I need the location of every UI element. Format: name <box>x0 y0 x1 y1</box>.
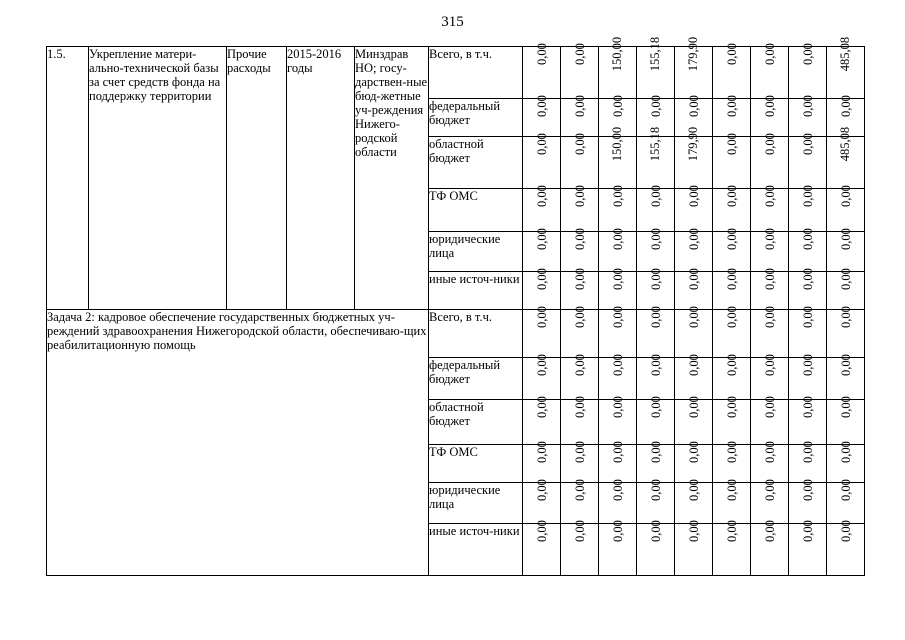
value-text: 0,00 <box>838 228 853 250</box>
value-cell <box>713 43 751 99</box>
value-cell <box>713 520 751 576</box>
value-cell <box>561 185 599 232</box>
value-text: 0,00 <box>838 441 853 463</box>
value-cell <box>523 306 561 358</box>
value-cell <box>713 396 751 445</box>
value-text: 0,00 <box>572 479 587 501</box>
value-text: 0,00 <box>686 185 701 207</box>
value-cell <box>751 520 789 576</box>
value-cell <box>523 228 561 272</box>
value-cell <box>599 396 637 445</box>
value-cell <box>751 354 789 400</box>
value-text: 0,00 <box>648 479 663 501</box>
value-cell <box>561 43 599 99</box>
value-cell <box>637 268 675 310</box>
value-cell <box>599 441 637 483</box>
value-text: 0,00 <box>800 228 815 250</box>
value-text: 0,00 <box>572 133 587 155</box>
funding-source: Всего, в т.ч. <box>429 47 523 99</box>
value-cell <box>561 95 599 137</box>
value-cell <box>751 185 789 232</box>
value-text: 0,00 <box>724 520 739 542</box>
value-cell <box>599 36 637 99</box>
value-cell <box>523 133 561 189</box>
value-text: 0,00 <box>838 479 853 501</box>
value-text: 0,00 <box>686 396 701 418</box>
value-text: 0,00 <box>534 133 549 155</box>
value-text: 0,00 <box>534 396 549 418</box>
value-text: 0,00 <box>800 268 815 290</box>
value-text: 0,00 <box>762 133 777 155</box>
value-text: 0,00 <box>762 43 777 65</box>
value-cell <box>713 133 751 189</box>
funding-table <box>46 36 865 576</box>
value-cell <box>713 306 751 358</box>
value-cell <box>827 396 865 445</box>
value-cell <box>637 228 675 272</box>
value-cell <box>523 185 561 232</box>
table-row <box>47 47 865 99</box>
value-text: 0,00 <box>724 95 739 117</box>
value-text: 0,00 <box>724 185 739 207</box>
value-text: 0,00 <box>648 520 663 542</box>
value-cell <box>675 36 713 99</box>
value-text: 0,00 <box>724 396 739 418</box>
value-cell <box>827 185 865 232</box>
value-cell <box>637 185 675 232</box>
value-cell <box>789 43 827 99</box>
value-cell <box>599 520 637 576</box>
value-text: 0,00 <box>534 43 549 65</box>
value-cell <box>713 268 751 310</box>
value-text: 0,00 <box>838 268 853 290</box>
value-text: 0,00 <box>534 479 549 501</box>
value-cell <box>789 354 827 400</box>
value-cell <box>789 441 827 483</box>
value-cell <box>827 268 865 310</box>
value-text: 0,00 <box>610 185 625 207</box>
value-text: 0,00 <box>534 228 549 250</box>
value-cell <box>675 520 713 576</box>
funding-source: областной бюджет <box>429 137 523 189</box>
value-text: 0,00 <box>724 133 739 155</box>
value-text: 0,00 <box>686 520 701 542</box>
value-cell <box>523 43 561 99</box>
value-cell <box>561 268 599 310</box>
value-cell <box>599 479 637 524</box>
value-cell <box>713 441 751 483</box>
value-text: 0,00 <box>648 185 663 207</box>
value-text: 0,00 <box>762 396 777 418</box>
value-cell <box>637 479 675 524</box>
measure-number: 1.5. <box>47 47 89 310</box>
value-text: 0,00 <box>648 95 663 117</box>
value-cell <box>599 268 637 310</box>
funding-source: ТФ ОМС <box>429 445 523 483</box>
task-title: Задача 2: кадровое обеспечение государственных бюджетных уч-реждений здравоохранения Нижегородской области, обеспечиваю-щих реабилитационную помощь <box>47 310 429 576</box>
value-text: 0,00 <box>838 354 853 376</box>
value-text: 0,00 <box>762 185 777 207</box>
value-text: 485,08 <box>838 126 853 162</box>
value-cell <box>827 354 865 400</box>
value-cell <box>675 126 713 189</box>
value-cell <box>637 354 675 400</box>
value-cell <box>827 520 865 576</box>
value-text: 0,00 <box>724 228 739 250</box>
value-text: 0,00 <box>800 354 815 376</box>
value-text: 0,00 <box>762 95 777 117</box>
value-cell <box>561 306 599 358</box>
value-text: 150,00 <box>610 36 625 72</box>
value-text: 179,90 <box>686 36 701 72</box>
value-text: 0,00 <box>610 396 625 418</box>
value-cell <box>827 441 865 483</box>
funding-source: юридические лица <box>429 232 523 272</box>
value-cell <box>751 133 789 189</box>
value-text: 0,00 <box>534 185 549 207</box>
page-number: 315 <box>441 14 464 30</box>
value-text: 0,00 <box>724 306 739 328</box>
value-text: 0,00 <box>800 306 815 328</box>
funding-source: Всего, в т.ч. <box>429 310 523 358</box>
value-text: 0,00 <box>800 479 815 501</box>
value-cell <box>675 268 713 310</box>
value-cell <box>637 36 675 99</box>
value-cell <box>523 268 561 310</box>
value-text: 0,00 <box>800 520 815 542</box>
value-text: 0,00 <box>686 306 701 328</box>
value-text: 155,18 <box>648 126 663 162</box>
value-text: 0,00 <box>800 396 815 418</box>
funding-source: областной бюджет <box>429 400 523 445</box>
value-text: 0,00 <box>572 228 587 250</box>
value-cell <box>675 479 713 524</box>
value-cell <box>827 228 865 272</box>
value-cell <box>751 479 789 524</box>
value-cell <box>599 354 637 400</box>
value-text: 0,00 <box>838 396 853 418</box>
value-text: 0,00 <box>572 43 587 65</box>
value-cell <box>675 306 713 358</box>
value-cell <box>523 396 561 445</box>
funding-source: федеральный бюджет <box>429 99 523 137</box>
value-cell <box>637 126 675 189</box>
value-cell <box>751 268 789 310</box>
value-cell <box>827 36 865 99</box>
value-text: 0,00 <box>572 268 587 290</box>
value-cell <box>789 268 827 310</box>
value-text: 0,00 <box>724 441 739 463</box>
value-cell <box>713 479 751 524</box>
value-text: 150,00 <box>610 126 625 162</box>
value-cell <box>561 441 599 483</box>
value-cell <box>751 396 789 445</box>
value-text: 0,00 <box>572 185 587 207</box>
value-cell <box>637 441 675 483</box>
value-cell <box>827 306 865 358</box>
value-text: 0,00 <box>610 306 625 328</box>
value-text: 0,00 <box>534 95 549 117</box>
value-text: 0,00 <box>724 43 739 65</box>
value-cell <box>827 479 865 524</box>
value-text: 0,00 <box>534 441 549 463</box>
value-cell <box>523 520 561 576</box>
value-text: 0,00 <box>610 479 625 501</box>
value-cell <box>675 228 713 272</box>
funding-source: ТФ ОМС <box>429 189 523 232</box>
value-text: 0,00 <box>610 228 625 250</box>
value-cell <box>789 95 827 137</box>
value-cell <box>523 354 561 400</box>
value-text: 0,00 <box>800 95 815 117</box>
value-cell <box>637 306 675 358</box>
value-text: 0,00 <box>572 354 587 376</box>
funding-source: иные источ-ники <box>429 524 523 576</box>
value-text: 0,00 <box>762 479 777 501</box>
expense-type: Прочие расходы <box>227 47 287 310</box>
value-text: 0,00 <box>838 520 853 542</box>
value-cell <box>713 185 751 232</box>
value-cell <box>789 185 827 232</box>
value-text: 0,00 <box>648 354 663 376</box>
value-text: 0,00 <box>686 268 701 290</box>
value-cell <box>561 520 599 576</box>
value-cell <box>789 306 827 358</box>
value-text: 0,00 <box>724 268 739 290</box>
value-text: 0,00 <box>686 228 701 250</box>
value-cell <box>561 133 599 189</box>
value-text: 0,00 <box>800 441 815 463</box>
value-text: 0,00 <box>610 520 625 542</box>
value-text: 0,00 <box>572 520 587 542</box>
value-cell <box>675 441 713 483</box>
value-text: 0,00 <box>610 268 625 290</box>
value-cell <box>751 228 789 272</box>
value-cell <box>675 354 713 400</box>
value-text: 0,00 <box>572 95 587 117</box>
value-cell <box>599 306 637 358</box>
value-text: 485,08 <box>838 36 853 72</box>
value-text: 0,00 <box>648 441 663 463</box>
value-cell <box>599 126 637 189</box>
value-cell <box>751 306 789 358</box>
value-text: 0,00 <box>534 306 549 328</box>
value-text: 0,00 <box>534 520 549 542</box>
value-text: 155,18 <box>648 36 663 72</box>
table-row <box>47 310 865 358</box>
value-cell <box>789 479 827 524</box>
measure-executor: Минздрав НО; госу-дарствен-ные бюд-жетные уч-реждения Нижего-родской области <box>355 47 429 310</box>
funding-source: юридические лица <box>429 483 523 524</box>
value-text: 0,00 <box>572 441 587 463</box>
value-cell <box>523 479 561 524</box>
value-text: 0,00 <box>610 354 625 376</box>
value-cell <box>637 520 675 576</box>
value-cell <box>751 95 789 137</box>
value-text: 0,00 <box>686 95 701 117</box>
funding-source: федеральный бюджет <box>429 358 523 400</box>
value-cell <box>789 396 827 445</box>
value-text: 179,90 <box>686 126 701 162</box>
value-text: 0,00 <box>648 268 663 290</box>
value-cell <box>713 228 751 272</box>
value-cell <box>599 228 637 272</box>
value-cell <box>561 228 599 272</box>
value-text: 0,00 <box>762 354 777 376</box>
value-cell <box>713 95 751 137</box>
funding-source: иные источ-ники <box>429 272 523 310</box>
value-text: 0,00 <box>610 441 625 463</box>
value-text: 0,00 <box>572 306 587 328</box>
value-text: 0,00 <box>800 185 815 207</box>
value-text: 0,00 <box>838 95 853 117</box>
measure-period: 2015-2016 годы <box>287 47 355 310</box>
value-text: 0,00 <box>686 479 701 501</box>
value-text: 0,00 <box>686 354 701 376</box>
value-cell <box>561 479 599 524</box>
value-text: 0,00 <box>686 441 701 463</box>
value-text: 0,00 <box>838 306 853 328</box>
value-text: 0,00 <box>762 441 777 463</box>
value-cell <box>751 43 789 99</box>
value-text: 0,00 <box>800 133 815 155</box>
value-cell <box>561 396 599 445</box>
value-text: 0,00 <box>648 306 663 328</box>
value-text: 0,00 <box>572 396 587 418</box>
value-cell <box>561 354 599 400</box>
value-text: 0,00 <box>762 520 777 542</box>
value-text: 0,00 <box>762 228 777 250</box>
value-text: 0,00 <box>534 354 549 376</box>
value-cell <box>523 95 561 137</box>
value-text: 0,00 <box>534 268 549 290</box>
value-cell <box>751 441 789 483</box>
value-cell <box>827 126 865 189</box>
value-cell <box>713 354 751 400</box>
measure-name: Укрепление матери-ально-технической базы за счет средств фонда на поддержку территории <box>89 47 227 310</box>
value-text: 0,00 <box>724 354 739 376</box>
value-cell <box>789 520 827 576</box>
value-text: 0,00 <box>648 396 663 418</box>
value-cell <box>789 133 827 189</box>
value-text: 0,00 <box>724 479 739 501</box>
value-cell <box>675 396 713 445</box>
value-text: 0,00 <box>838 185 853 207</box>
value-cell <box>789 228 827 272</box>
value-text: 0,00 <box>800 43 815 65</box>
value-cell <box>675 185 713 232</box>
value-text: 0,00 <box>762 306 777 328</box>
value-cell <box>523 441 561 483</box>
value-text: 0,00 <box>762 268 777 290</box>
value-cell <box>637 396 675 445</box>
value-text: 0,00 <box>648 228 663 250</box>
value-cell <box>599 185 637 232</box>
value-text: 0,00 <box>610 95 625 117</box>
